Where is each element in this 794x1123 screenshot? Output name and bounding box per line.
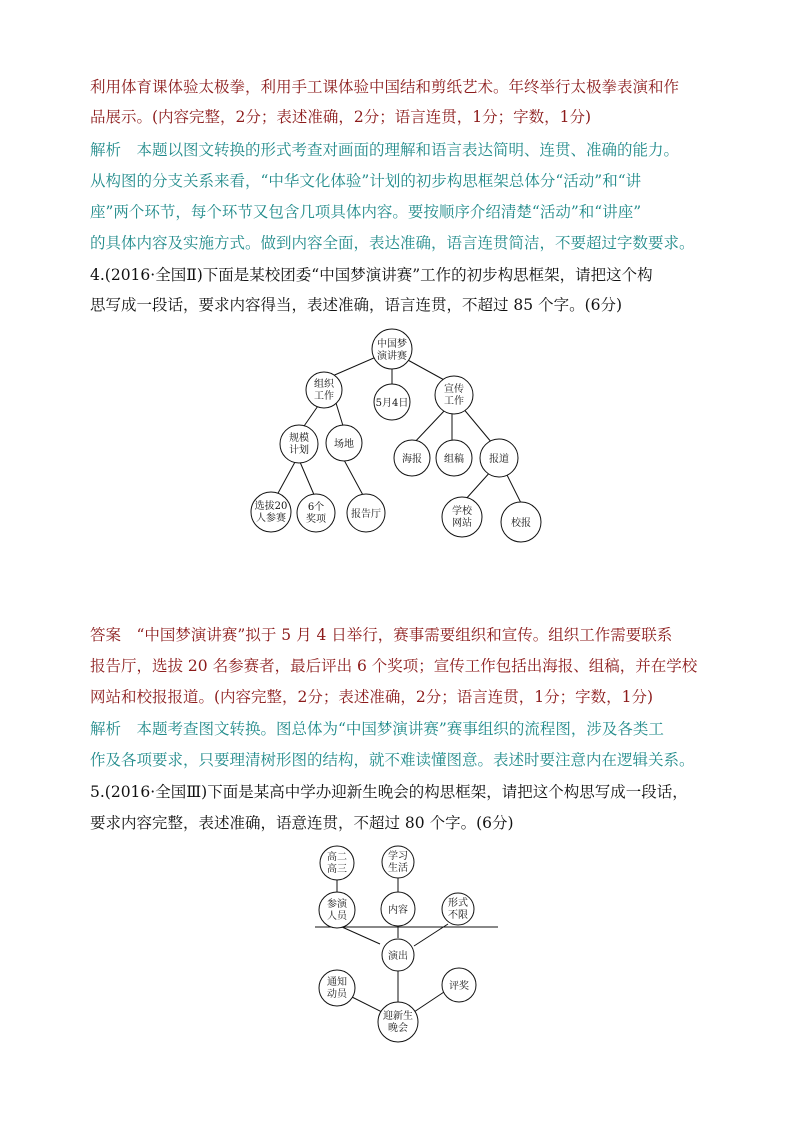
node-manuscript-label: 组稿	[444, 454, 464, 465]
node-notice-label-1: 通知	[327, 977, 347, 988]
node-awards	[297, 494, 335, 532]
analysis4-line2: 作及各项要求，只要理清树形图的结构，就不难读懂图意。表述时要注意内在逻辑关系。	[90, 751, 695, 769]
node-root-label-1: 中国梦	[377, 339, 407, 350]
node-select-label-1: 选拔20	[254, 501, 288, 512]
node-date-label: 5月4日	[375, 398, 409, 409]
node-org-label-2: 工作	[314, 391, 334, 402]
node-website-label-1: 学校	[452, 506, 472, 517]
answer4-line2: 报告厅，选拔 20 名参赛者，最后评出 6 个奖项；宣传工作包括出海报、组稿，并在学校	[90, 657, 698, 675]
node-poster-label: 海报	[402, 454, 422, 465]
node-publicity	[435, 376, 473, 414]
analysis3-line3: 座”两个环节，每个环节又包含几项具体内容。要按顺序介绍清楚“活动”和“讲座”	[90, 203, 642, 221]
node-awards-label-2: 奖项	[306, 514, 326, 525]
node-venue-label: 场地	[334, 439, 354, 450]
node-performers-label-2: 人员	[327, 911, 347, 922]
analysis3-line2: 从构图的分支关系来看，“中华文化体验”计划的初步构思框架总体分“活动”和“讲	[90, 172, 642, 190]
q5-line2: 要求内容完整，表述准确，语意连贯，不超过 80 个字。(6分)	[90, 814, 514, 832]
node-report-label: 报道	[489, 454, 509, 465]
node-notice-label-2: 动员	[327, 989, 347, 1000]
node-performers	[319, 892, 355, 928]
node-grades-label-2: 高三	[327, 864, 347, 875]
analysis3-line1: 解析 本题以图文转换的形式考查对画面的理解和语言表达简明、连贯、准确的能力。	[90, 141, 680, 159]
node-publicity-label-1: 宣传	[444, 384, 464, 395]
node-study-label-2: 生活	[388, 863, 408, 874]
node-org	[306, 372, 342, 408]
node-party-label-1: 迎新生	[383, 1011, 413, 1022]
node-study-label-1: 学习	[388, 851, 408, 862]
node-grades-label-1: 高二	[327, 852, 347, 863]
node-perform-label: 演出	[388, 951, 408, 962]
answer4-line1: 答案 “中国梦演讲赛”拟于 5 月 4 日举行，赛事需要组织和宣传。组织工作需要联系	[90, 626, 673, 644]
tree-diagram-speech-contest	[240, 325, 560, 550]
node-party-label-2: 晚会	[388, 1023, 408, 1034]
node-plan-label-2: 计划	[289, 445, 309, 456]
node-org-label-1: 组织	[314, 379, 334, 390]
answer4-line3: 网站和校报报道。(内容完整，2分；表述准确，2分；语言连贯，1分；字数，1分)	[90, 688, 654, 706]
node-website	[442, 497, 482, 537]
analysis4-line1: 解析 本题考查图文转换。图总体为“中国梦演讲赛”赛事组织的流程图，涉及各类工	[90, 720, 664, 738]
answer3-line1: 利用体育课体验太极拳，利用手工课体验中国结和剪纸艺术。年终举行太极拳表演和作	[90, 78, 680, 96]
tree-diagram-welcome-party	[310, 840, 510, 1045]
node-publicity-label-2: 工作	[444, 396, 464, 407]
node-hall-label: 报告厅	[351, 509, 381, 520]
node-party	[378, 1002, 418, 1042]
node-award-label: 评奖	[449, 981, 469, 992]
node-root-label-2: 演讲赛	[377, 351, 407, 362]
node-website-label-2: 网站	[452, 518, 472, 529]
answer3-line2: 品展示。(内容完整，2分；表述准确，2分；语言连贯，1分；字数，1分)	[90, 108, 592, 126]
node-awards-label-1: 6个	[307, 502, 325, 513]
node-notice	[319, 970, 355, 1006]
node-content-label: 内容	[388, 905, 408, 916]
q4-line2: 思写成一段话，要求内容得当，表述准确，语言连贯，不超过 85 个字。(6分)	[90, 296, 623, 314]
node-form-label-1: 形式	[448, 898, 468, 909]
node-newspaper-label: 校报	[511, 518, 531, 529]
analysis3-line4: 的具体内容及实施方式。做到内容全面，表达准确，语言连贯简洁，不要超过字数要求。	[90, 234, 695, 252]
node-plan	[280, 425, 318, 463]
node-select	[251, 492, 291, 532]
node-form-label-2: 不限	[448, 910, 468, 921]
node-select-label-2: 人参赛	[256, 513, 286, 524]
node-performers-label-1: 参演	[327, 899, 347, 910]
q4-line1: 4.(2016·全国Ⅱ)下面是某校团委“中国梦演讲赛”工作的初步构思框架，请把这个构	[90, 266, 653, 284]
q5-line1: 5.(2016·全国Ⅲ)下面是某高中学办迎新生晚会的构思框架，请把这个构思写成一段话，	[90, 783, 688, 801]
node-plan-label-1: 规模	[289, 433, 309, 444]
